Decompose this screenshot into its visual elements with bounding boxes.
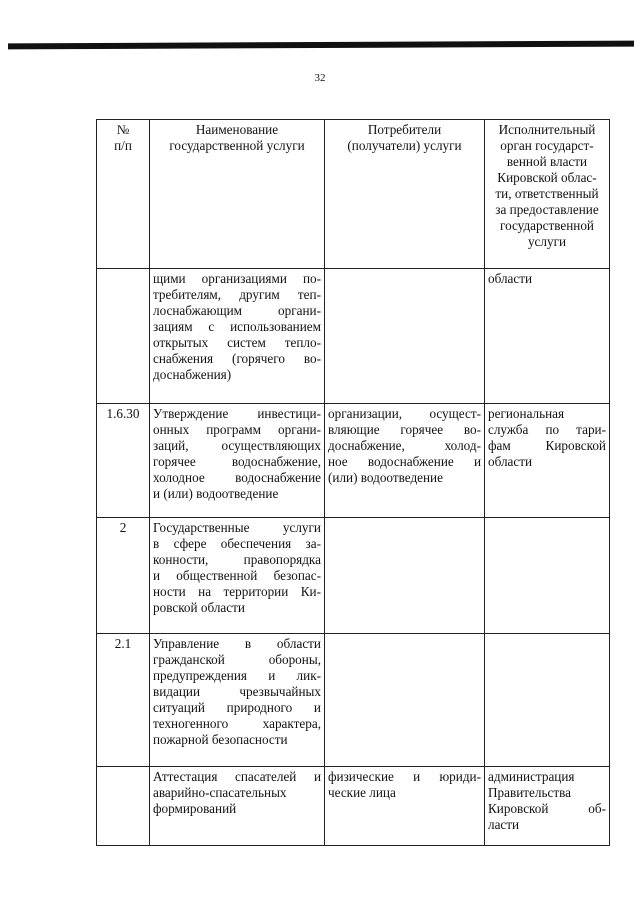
cell-line: Утверждение инвестици- — [153, 406, 321, 421]
cell-line: ное водоснабжение и — [328, 454, 481, 469]
header-text: Потребители — [367, 122, 442, 137]
cell-line: предупреждения и лик- — [153, 668, 321, 683]
row-number — [97, 269, 150, 404]
service-name-cell — [150, 767, 325, 846]
cell-line: ровской области — [153, 600, 245, 615]
services-table — [96, 119, 610, 846]
cell-line: Аттестация спасателей и — [153, 769, 321, 784]
table-row — [97, 767, 610, 846]
cell-line: лоснабжающим органи- — [153, 303, 321, 318]
service-name-cell — [150, 634, 325, 767]
consumers-cell — [325, 518, 485, 634]
cell-line: аварийно-спасательных — [153, 785, 287, 800]
header-text: № — [116, 122, 130, 137]
header-consumers — [325, 120, 485, 269]
table-row — [97, 269, 610, 404]
service-name-cell — [150, 269, 325, 404]
cell-line: области — [488, 454, 533, 469]
authority-cell — [485, 767, 610, 846]
consumers-cell — [325, 634, 485, 767]
consumers-cell — [325, 269, 485, 404]
cell-line: техногенного характера, — [153, 716, 321, 731]
cell-line: (или) водоотведение — [328, 470, 443, 485]
header-text: государственной услуги — [169, 138, 305, 153]
header-text: Исполнительный — [498, 122, 596, 137]
header-number — [97, 120, 150, 269]
top-rule — [8, 41, 634, 50]
row-number: 1.6.30 — [97, 404, 150, 518]
header-text: п/п — [114, 138, 132, 153]
header-service-name — [150, 120, 325, 269]
table-row — [97, 634, 610, 767]
cell-line: пожарной безопасности — [153, 732, 288, 747]
authority-cell — [485, 269, 610, 404]
cell-line: конности, правопорядка — [153, 552, 321, 567]
cell-line: заций, осуществляющих — [153, 438, 321, 453]
cell-line: Кировской об- — [488, 801, 606, 816]
cell-line: вляющие горячее во- — [328, 422, 481, 437]
cell-line: администрация — [488, 769, 575, 784]
table-row — [97, 518, 610, 634]
cell-line: снабжения (горячего во- — [153, 351, 321, 366]
cell-line: онных программ органи- — [153, 422, 321, 437]
service-name-cell — [150, 404, 325, 518]
cell-line: ческие лица — [328, 785, 396, 800]
cell-line: организации, осущест- — [328, 406, 481, 421]
header-text: орган государст- — [500, 138, 594, 153]
cell-line: ситуаций природного и — [153, 700, 321, 715]
cell-line: Правительства — [488, 785, 571, 800]
header-text: государственной — [500, 218, 594, 233]
header-text: Наименование — [195, 122, 279, 137]
cell-line: щими организациями по- — [153, 271, 321, 286]
header-text: за предоставление — [495, 202, 599, 217]
cell-line: ласти — [488, 817, 520, 832]
page-number: 32 — [314, 72, 326, 84]
cell-line: горячее водоснабжение, — [153, 454, 321, 469]
cell-line: области — [488, 271, 533, 286]
cell-line: Управление в области — [153, 636, 321, 651]
table-row — [97, 404, 610, 518]
cell-line: Государственные услуги — [153, 520, 321, 535]
header-text: (получатели) услуги — [347, 138, 462, 153]
header-text: услуги — [527, 234, 567, 249]
row-number: 2 — [97, 518, 150, 634]
table-header-row — [97, 120, 610, 269]
header-text: венной власти — [506, 154, 588, 169]
cell-line: формирований — [153, 801, 237, 816]
cell-line: региональная — [488, 406, 565, 421]
cell-line: фам Кировской — [488, 438, 606, 453]
authority-cell — [485, 518, 610, 634]
row-number: 2.1 — [97, 634, 150, 767]
cell-line: доснабжения) — [153, 367, 232, 382]
cell-line: доснабжение, холод- — [328, 438, 481, 453]
cell-line: в сфере обеспечения за- — [153, 536, 321, 551]
cell-line: физические и юриди- — [328, 769, 481, 784]
cell-line: и (или) водоотведение — [153, 486, 279, 501]
header-text: ти, ответственный — [495, 186, 599, 201]
service-name-cell — [150, 518, 325, 634]
consumers-cell — [325, 404, 485, 518]
cell-line: холодное водоснабжение — [153, 470, 321, 485]
cell-line: и общественной безопас- — [153, 568, 321, 583]
authority-cell — [485, 634, 610, 767]
consumers-cell — [325, 767, 485, 846]
cell-line: видации чрезвычайных — [153, 684, 321, 699]
cell-line: служба по тари- — [488, 422, 606, 437]
authority-cell — [485, 404, 610, 518]
cell-line: зациям с использованием — [153, 319, 321, 334]
row-number — [97, 767, 150, 846]
cell-line: гражданской обороны, — [153, 652, 321, 667]
cell-line: открытых систем тепло- — [153, 335, 321, 350]
cell-line: ности на территории Ки- — [153, 584, 321, 599]
cell-line: требителям, другим теп- — [153, 287, 321, 302]
header-text: Кировской облас- — [497, 170, 597, 185]
header-authority — [485, 120, 610, 269]
